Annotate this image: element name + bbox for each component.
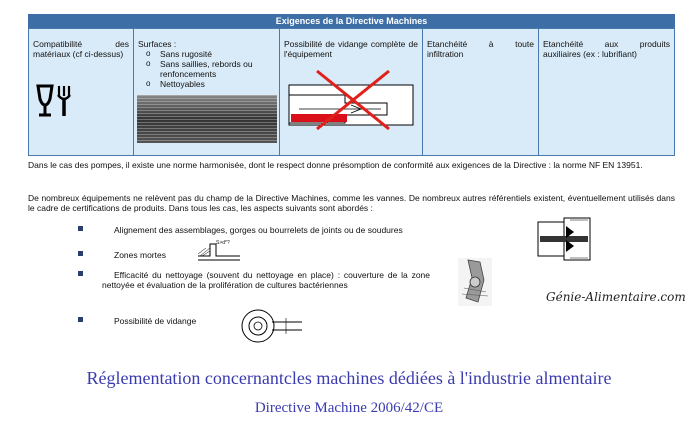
bullet-text: Efficacité du nettoyage (souvent du nettoyage en place) : couverture de la zone nettoyée et évaluation de la prolifération de cultures bactériennes	[102, 270, 430, 290]
col-auxiliary-text: Etanchéité aux produits auxiliaires (ex : lubrifiant)	[543, 39, 670, 59]
dead-zone-note: S>d*?	[216, 240, 230, 246]
rough-surface-image	[137, 95, 277, 143]
bullet-icon	[78, 251, 83, 256]
cleaning-nozzle-image	[458, 258, 492, 306]
bullet-icon	[78, 226, 83, 231]
bullet-alignment	[80, 225, 480, 235]
bullet-text: Zones mortes	[114, 250, 166, 260]
requirements-table	[28, 28, 675, 156]
weld-joint-diagram	[536, 216, 592, 262]
list-item: o Sans saillies, rebords ou renfoncements	[144, 59, 275, 79]
col-tightness	[423, 29, 539, 155]
bullet-text: Possibilité de vidange	[114, 316, 197, 326]
caption-subtitle: Directive Machine 2006/42/CE	[254, 400, 444, 416]
paragraph-pumps: Dans le cas des pompes, il existe une norme harmonisée, dont le respect donne présomption de conformité aux exigences de la Directive : la norme NF EN 13951.	[28, 160, 643, 170]
col-auxiliary	[539, 29, 674, 155]
table-header: Exigences de la Directive Machines	[28, 14, 675, 28]
bullet-icon	[78, 317, 83, 322]
paragraph-equipment: De nombreux équipements ne relèvent pas du champ de la Directive Machines, comme les vannes. De nombreux autres référentiels existent, éventuellement utilisés dans le cadre de certifications de produits. Dans tous les cas, les aspects suivants sont abordés :	[28, 193, 675, 213]
drain-valve-diagram	[236, 308, 304, 344]
bullet-cleaning	[80, 270, 430, 290]
surfaces-list	[138, 49, 275, 89]
bullet-dead-zones	[80, 250, 280, 260]
col-tightness-text: Etanchéité à toute infiltration	[427, 39, 534, 59]
caption-title: Réglementation concernantcles machines dédiées à l'industrie almentaire	[86, 368, 612, 388]
bullet-text: Alignement des assemblages, gorges ou bourrelets de joints ou de soudures	[114, 225, 403, 235]
list-item: o Sans rugosité	[144, 49, 275, 59]
drainage-diagram	[285, 65, 417, 133]
bullet-icon	[78, 271, 83, 276]
col-surfaces-title: Surfaces :	[138, 39, 177, 49]
list-item: o Nettoyables	[144, 79, 275, 89]
col-materials	[29, 29, 134, 155]
col-drainage-text: Possibilité de vidange complète de l'équipement	[284, 39, 418, 59]
food-contact-icon	[35, 83, 79, 119]
col-drainage	[280, 29, 423, 155]
col-surfaces	[134, 29, 280, 155]
col-materials-text: Compatibilité des matériaux (cf ci-dessus)	[33, 39, 129, 59]
site-watermark: Génie-Alimentaire.com	[546, 290, 686, 304]
